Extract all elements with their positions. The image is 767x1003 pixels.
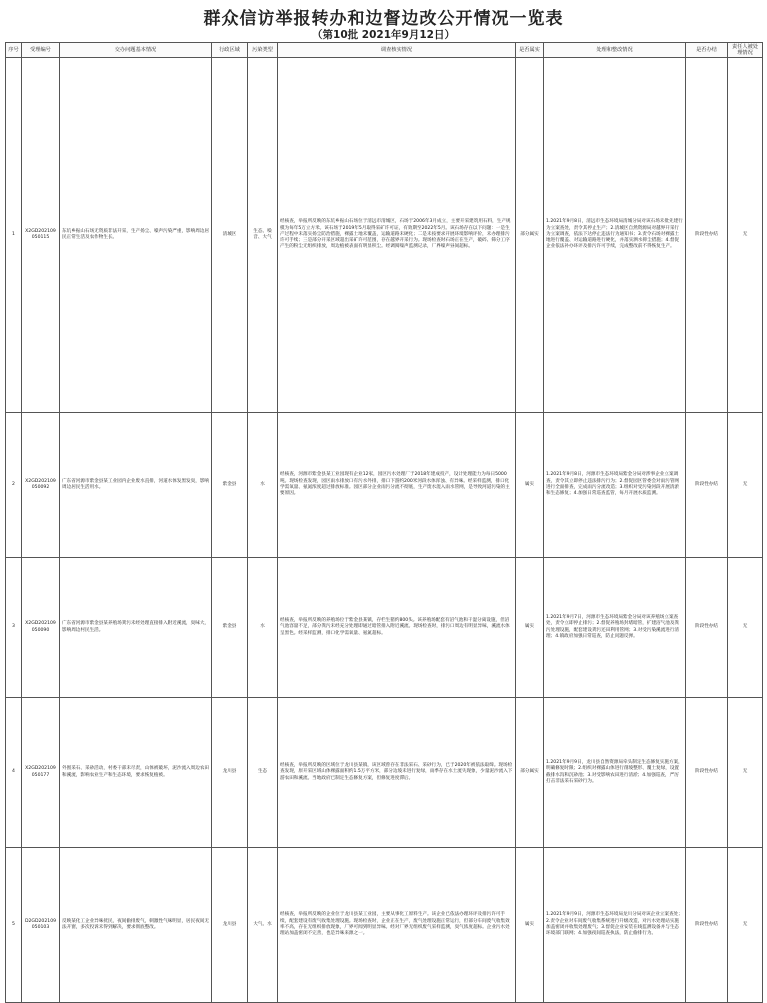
row-no: 5	[6, 848, 22, 1003]
header-issue: 交办问题基本情况	[60, 43, 212, 58]
row-person: 无	[728, 413, 763, 558]
table-row	[6, 413, 763, 558]
row-no: 1	[6, 58, 22, 413]
document-title: 群众信访举报转办和边督边改公开情况一览表	[203, 9, 564, 29]
row-issue: 东坑乡振山石场无资质非法开采，生产扬尘、噪声污染严重，影响周边居民正常生活及农作物生长。	[60, 58, 212, 413]
row-no: 3	[6, 558, 22, 698]
row-investigation: 经核查，举报所反映的企业位于龙川县某工业园，主要从事化工原料生产。该企业已依法办理环评及排污许可手续，配套建设有废气收集处理设施。现场检查时，企业正在生产，废气处理设施正常运行，但部分车间废气收集效率不高，存在无组织排放现象，厂界可闻到明显异味。经对厂界无组织废气采样监测，臭气浓度超标。企业污水处理站加盖密闭不完善，也是异味来源之一。	[278, 848, 516, 1003]
row-handling: 1.2021年9月9日，龙川县自然资源局牵头制定生态修复实施方案，明确修复时限；2.组织对裸露山体进行削坡整形、覆土复绿，设置截排水沟和沉砂池；3.对受影响农田进行清淤；4.加强巡查，严厉打击非法采石采砂行为。	[544, 698, 686, 848]
row-id: X2GD202109050115	[22, 58, 60, 413]
document-subtitle: （第10批 2021年9月12日）	[312, 29, 455, 41]
row-handling: 1.2021年9月7日，河源市生态环境局紫金分局对该养殖场立案查处，责令立即停止排污；2.督促养殖场封堵暗管，扩建沼气池及粪污处理设施，配套建设粪污还田利用管网；3.对受污染溪流进行清理；4.镇政府加强日常巡查，防止问题反弹。	[544, 558, 686, 698]
row-person: 无	[728, 558, 763, 698]
row-verified: 部分属实	[516, 698, 544, 848]
row-region: 紫金县	[212, 413, 248, 558]
row-issue: 广东省河源市紫金县某养殖场粪污未经处理直接排入附近溪流，臭味大，影响周边村民生活。	[60, 558, 212, 698]
row-region: 紫金县	[212, 558, 248, 698]
row-type: 生态	[248, 698, 278, 848]
row-no: 4	[6, 698, 22, 848]
row-done: 阶段性办结	[686, 698, 728, 848]
row-region: 龙川县	[212, 848, 248, 1003]
table-row	[6, 848, 763, 1003]
row-done: 阶段性办结	[686, 58, 728, 413]
header-done: 是否办结	[686, 43, 728, 58]
row-person: 无	[728, 848, 763, 1003]
header-type: 污染类型	[248, 43, 278, 58]
row-done: 阶段性办结	[686, 558, 728, 698]
header-person: 责任人被处理情况	[728, 43, 763, 58]
row-handling: 1.2021年9月9日，河源市生态环境局龙川分局对该企业立案查处；2.责令企业对车间废气收集系统进行升级改造，对污水处理站实施加盖密闭并收集处理废气；3.督促企业安装在线监测设备并与生态环境部门联网；4.加强夜间巡查执法，防止偷排行为。	[544, 848, 686, 1003]
row-investigation: 经核查，举报所反映的区域位于龙川县某镇，该区域曾存在非法采石、采砂行为，已于2020年被依法取缔。现场检查发现，原开采区域山体裸露面积约1.5万平方米，部分边坡未进行复绿，雨季存在水土流失现象，少量泥沙流入下游农田和溪流。当地政府已制定生态修复方案，但修复进度滞后。	[278, 698, 516, 848]
row-type: 水	[248, 558, 278, 698]
row-id: X2GD202109050092	[22, 413, 60, 558]
row-verified: 属实	[516, 413, 544, 558]
row-id: X2GD202109050177	[22, 698, 60, 848]
header-investigation: 调查核实情况	[278, 43, 516, 58]
header-handling: 处理和整改情况	[544, 43, 686, 58]
row-investigation: 经核查，举报所反映的东坑乡振山石场位于清远市清城区，石场于2006年3月成立，主要开采建筑用石料，生产规模为每年5万立方米。该石场于2019年5月取得采矿许可证，有效期至2022年5月。该石场存在以下问题：一是生产过程中未落实扬尘防治措施，裸露土地未覆盖，运输道路未硬化；二是未按要求开展环境影响评价，未办理排污许可手续；三是部分开采区域超出采矿许可范围，存在越界开采行为。现场检查时石场正在生产，破碎、筛分工序产生的粉尘无组织排放，周边植被表面有明显积尘。经调阅噪声监测记录，厂界噪声昼间超标。	[278, 58, 516, 413]
row-done: 阶段性办结	[686, 413, 728, 558]
header-verified: 是否属实	[516, 43, 544, 58]
row-region: 清城区	[212, 58, 248, 413]
row-issue: 反映某化工企业异味扰民，夜间偷排废气，刺激性气味明显，居民夜间无法开窗，多次投诉未得到解决，要求彻底整改。	[60, 848, 212, 1003]
row-verified: 属实	[516, 558, 544, 698]
header-no: 序号	[6, 43, 22, 58]
table-header-row	[6, 43, 763, 58]
table-row	[6, 558, 763, 698]
row-person: 无	[728, 58, 763, 413]
row-id: X2GD202109050090	[22, 558, 60, 698]
row-type: 水	[248, 413, 278, 558]
header-region: 行政区域	[212, 43, 248, 58]
header-id: 受理编号	[22, 43, 60, 58]
row-person: 无	[728, 698, 763, 848]
row-region: 龙川县	[212, 698, 248, 848]
row-issue: 广东省河源市紫金县某工业园内企业废水直排，河道水体发黑发臭，影响周边居民生活用水。	[60, 413, 212, 558]
table-row	[6, 698, 763, 848]
row-issue: 外围采石、采砂活动，村委干部未尽责，山体被破坏，泥沙流入周边农田和溪流，影响农业生产和生态环境，要求恢复植被。	[60, 698, 212, 848]
row-investigation: 经核查，举报所反映的养殖场位于紫金县某镇，存栏生猪约800头。该养殖场配套有沼气池和干湿分离设施，但沼气池容量不足，部分粪污未经充分处理即通过暗管排入附近溪流。现场检查时，排污口周边有明显异味，溪流水体呈黑色。经采样监测，排口化学需氧量、氨氮超标。	[278, 558, 516, 698]
row-type: 生态、噪音、大气	[248, 58, 278, 413]
row-no: 2	[6, 413, 22, 558]
row-type: 大气、水	[248, 848, 278, 1003]
disclosure-table	[5, 42, 763, 1003]
table-row	[6, 58, 763, 413]
row-verified: 部分属实	[516, 58, 544, 413]
row-done: 阶段性办结	[686, 848, 728, 1003]
row-handling: 1.2021年9月8日，河源市生态环境局紫金分局对涉事企业立案调查，责令其立即停止违法排污行为；2.督促园区管委会对雨污管网进行全面排查，完成雨污分流改造；3.组织对受污染河段开展清淤和生态修复；4.加强日常巡查监管，每月开展水质监测。	[544, 413, 686, 558]
row-investigation: 经核查，河源市紫金县某工业园现有企业12家，园区污水处理厂于2018年建成投产，设计处理能力为每日5000吨。现场检查发现，园区雨水排放口有污水外排，排口下游约200米河段水体浑浊、有异味。经采样监测，排口化学需氧量、氨氮浓度超过排放标准。园区部分企业雨污分流不彻底，生产废水混入雨水管网，是导致河道污染的主要原因。	[278, 413, 516, 558]
row-id: D2GD202109050103	[22, 848, 60, 1003]
row-verified: 属实	[516, 848, 544, 1003]
row-handling: 1.2021年9月8日，清远市生态环境局清城分局对该石场未批先建行为立案查处，责令其停止生产；2.清城区自然资源局对越界开采行为立案调查，依法下达停止违法行为通知书；3.责令石场对裸露土地进行覆盖、对运输道路进行硬化，并落实洒水抑尘措施；4.督促企业依法补办环评及排污许可手续，完成整改前不得恢复生产。	[544, 58, 686, 413]
